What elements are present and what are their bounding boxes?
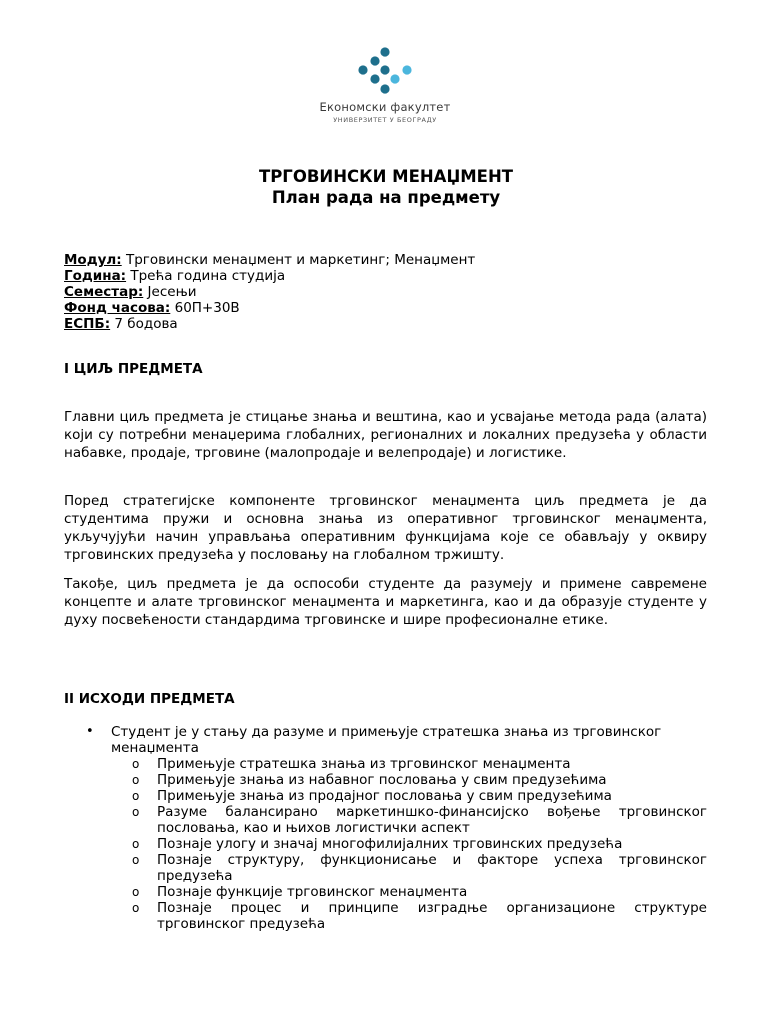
list-item [64,788,707,804]
meta-value: 60П+30В [170,300,240,316]
outcome-bullet-text: Студент је у стању да разуме и примењује стратешка знања из трговинског менаџмента [111,724,662,756]
circle-bullet-icon: o [132,773,140,787]
logo-dot [402,65,411,74]
circle-bullet-icon: o [132,757,140,771]
meta-key: ЕСПБ: [64,316,111,332]
list-item-text: Познаје процес и принципе изградње организационе структуре трговинског предузећа [157,900,707,932]
meta-value: Трећа година студија [126,268,286,284]
list-item [64,852,707,884]
outcome-sublist [64,756,707,932]
meta-value: Трговински менаџмент и маркетинг; Менаџмент [121,252,476,268]
list-item [64,884,707,900]
outcome-bullet [64,724,707,756]
list-item [64,772,707,788]
circle-bullet-icon: o [132,837,140,851]
goal-paragraph-2: Поред стратегијске компоненте трговинског менаџмента циљ предмета је да студентима пружи и основна знања из оперативног трговинског менаџмента, укључујући начин управљања оперативним функцијама које се обављају у оквиру трговинских предузећа у пословању на глобалном тржишту. [64,493,707,563]
list-item-text: Разуме балансирано маркетиншко-финансијско вођење трговинског пословања, као и њихов логистички аспект [157,804,707,836]
circle-bullet-icon: o [132,789,140,803]
logo-dot [370,56,379,65]
meta-key: Семестар: [64,284,144,300]
list-item-text: Примењује стратешка знања из трговинског менаџмента [157,756,571,772]
circle-bullet-icon: o [132,853,140,867]
meta-row-hours [64,300,475,316]
plan-subtitle: План рада на предмету [271,188,501,207]
list-item-text: Познаје улогу и значај многофилијалних трговинских предузећа [157,836,623,852]
list-item-text: Примењује знања из продајног пословања у свим предузећима [157,788,612,804]
meta-row-ects [64,316,475,332]
list-item-text: Примењује знања из набавног пословања у свим предузећима [157,772,607,788]
list-item [64,836,707,852]
faculty-logo [318,44,452,128]
meta-value: Јесењи [143,284,197,300]
document-title [0,166,768,208]
meta-row-semester [64,284,475,300]
goal-paragraph-3: Такође, циљ предмета је да оспособи студенте да разумеју и примене савремене концепте и алате трговинског менаџмента и маркетинга, као и да образује студенте у духу посвећености стандардима трговинске и шире професионалне етике. [64,576,707,628]
logo-dot [390,74,399,83]
meta-key: Година: [64,268,127,284]
meta-key: Фонд часова: [64,300,171,316]
section-heading-outcomes: II ИСХОДИ ПРЕДМЕТА [64,691,235,707]
dots-logo-icon [356,44,414,96]
circle-bullet-icon: o [132,901,140,915]
list-item [64,804,707,836]
outcomes-list [64,724,707,932]
course-meta [64,252,475,332]
meta-value: 7 бодова [110,316,178,332]
circle-bullet-icon: o [132,805,140,819]
list-item-text: Познаје структуру, функционисање и факторе успеха трговинског предузећа [157,852,707,884]
logo-dot [358,65,367,74]
logo-dot [380,47,389,56]
logo-dot [370,74,379,83]
meta-key: Модул: [64,252,122,268]
list-item [64,900,707,932]
circle-bullet-icon: o [132,885,140,899]
list-item [64,756,707,772]
meta-row-module [64,252,475,268]
bullet-icon: • [86,724,94,739]
list-item-text: Познаје функције трговинског менаџмента [157,884,468,900]
goal-paragraph-1: Главни циљ предмета је стицање знања и вештина, као и усвајање метода рада (алата) који су потребни менаџерима глобалних, регионалних и локалних предузећа у области набавке, продаје, трговине (малопродаје и велепродаје) и логистике. [64,409,707,461]
course-title: ТРГОВИНСКИ МЕНАЏМЕНТ [258,167,514,186]
logo-dot [380,84,389,93]
meta-row-year [64,268,475,284]
university-name: УНИВЕРЗИТЕТ У БЕОГРАДУ [333,116,437,124]
logo-dot [380,65,389,74]
faculty-name: Економски факултет [319,100,451,114]
section-heading-goal: I ЦИЉ ПРЕДМЕТА [64,361,203,377]
